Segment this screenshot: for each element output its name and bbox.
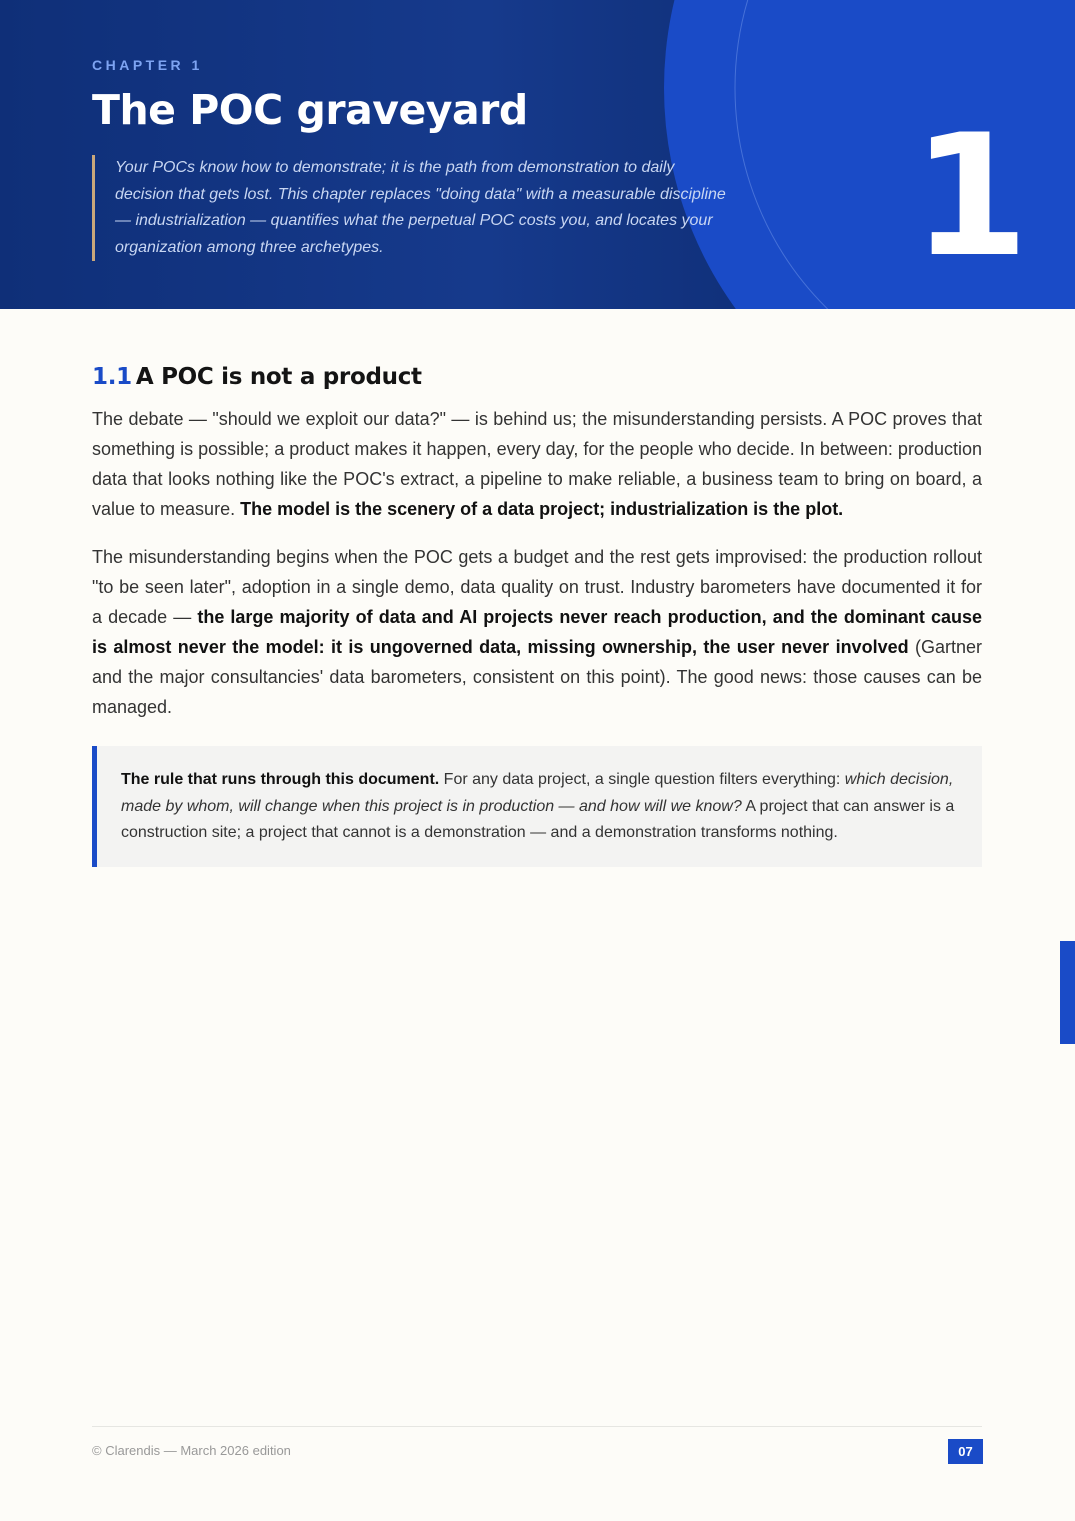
section-number: 1.1 <box>92 364 132 390</box>
chapter-lede: Your POCs know how to demonstrate; it is the path from demonstration to daily decision that gets lost. This chapter replaces "doing data" with a measurable discipline — industrialization — quantifies what the perpetual POC costs you, and locates your organization among three archetypes. <box>92 155 732 261</box>
paragraph-2-text-b: (Gartner and the major consultancies' data barometers, consistent on this point). The good news: those causes can be managed. <box>92 637 982 717</box>
section-content <box>92 364 982 867</box>
chapter-title: The POC graveyard <box>92 86 528 134</box>
page-number-badge: 07 <box>948 1439 983 1464</box>
section-title: A POC is not a product <box>135 364 422 390</box>
callout-heading: The rule that runs through this document. <box>121 771 440 788</box>
callout-text-b: A project that can answer is a construction site; a project that cannot is a demonstration — and a demonstration transforms nothing. <box>121 797 955 841</box>
chapter-number: 1 <box>912 98 1029 294</box>
callout-question: which decision, made by whom, will change when this project is in production — and how will we know? <box>121 771 954 815</box>
footer-copyright: © Clarendis — March 2026 edition <box>92 1443 291 1458</box>
section-heading <box>92 364 982 390</box>
footer-divider <box>92 1426 982 1427</box>
paragraph-2-text-a: The misunderstanding begins when the POC gets a budget and the rest gets improvised: the production rollout "to be seen later", adoption in a single demo, data quality on trust. Industry barometers have documented it for a decade — <box>92 547 982 627</box>
callout-text-a: For any data project, a single question filters everything: <box>439 771 845 788</box>
paragraph-1 <box>92 404 982 524</box>
chapter-tab-marker <box>1060 941 1075 1044</box>
chapter-header <box>0 0 1075 309</box>
paragraph-2 <box>92 542 982 722</box>
paragraph-1-text: The debate — "should we exploit our data?" — is behind us; the misunderstanding persists. A POC proves that something is possible; a product makes it happen, every day, for the people who decide. In between: production data that looks nothing like the POC's extract, a pipeline to make reliable, a business team to bring on board, a value to measure. <box>92 409 982 519</box>
chapter-eyebrow: CHAPTER 1 <box>92 57 203 73</box>
rule-callout <box>92 746 982 867</box>
paragraph-1-emphasis: The model is the scenery of a data project; industrialization is the plot. <box>240 499 844 519</box>
paragraph-2-emphasis: the large majority of data and AI projects never reach production, and the dominant cause is almost never the model: it is ungoverned data, missing ownership, the user never involved <box>92 607 982 657</box>
